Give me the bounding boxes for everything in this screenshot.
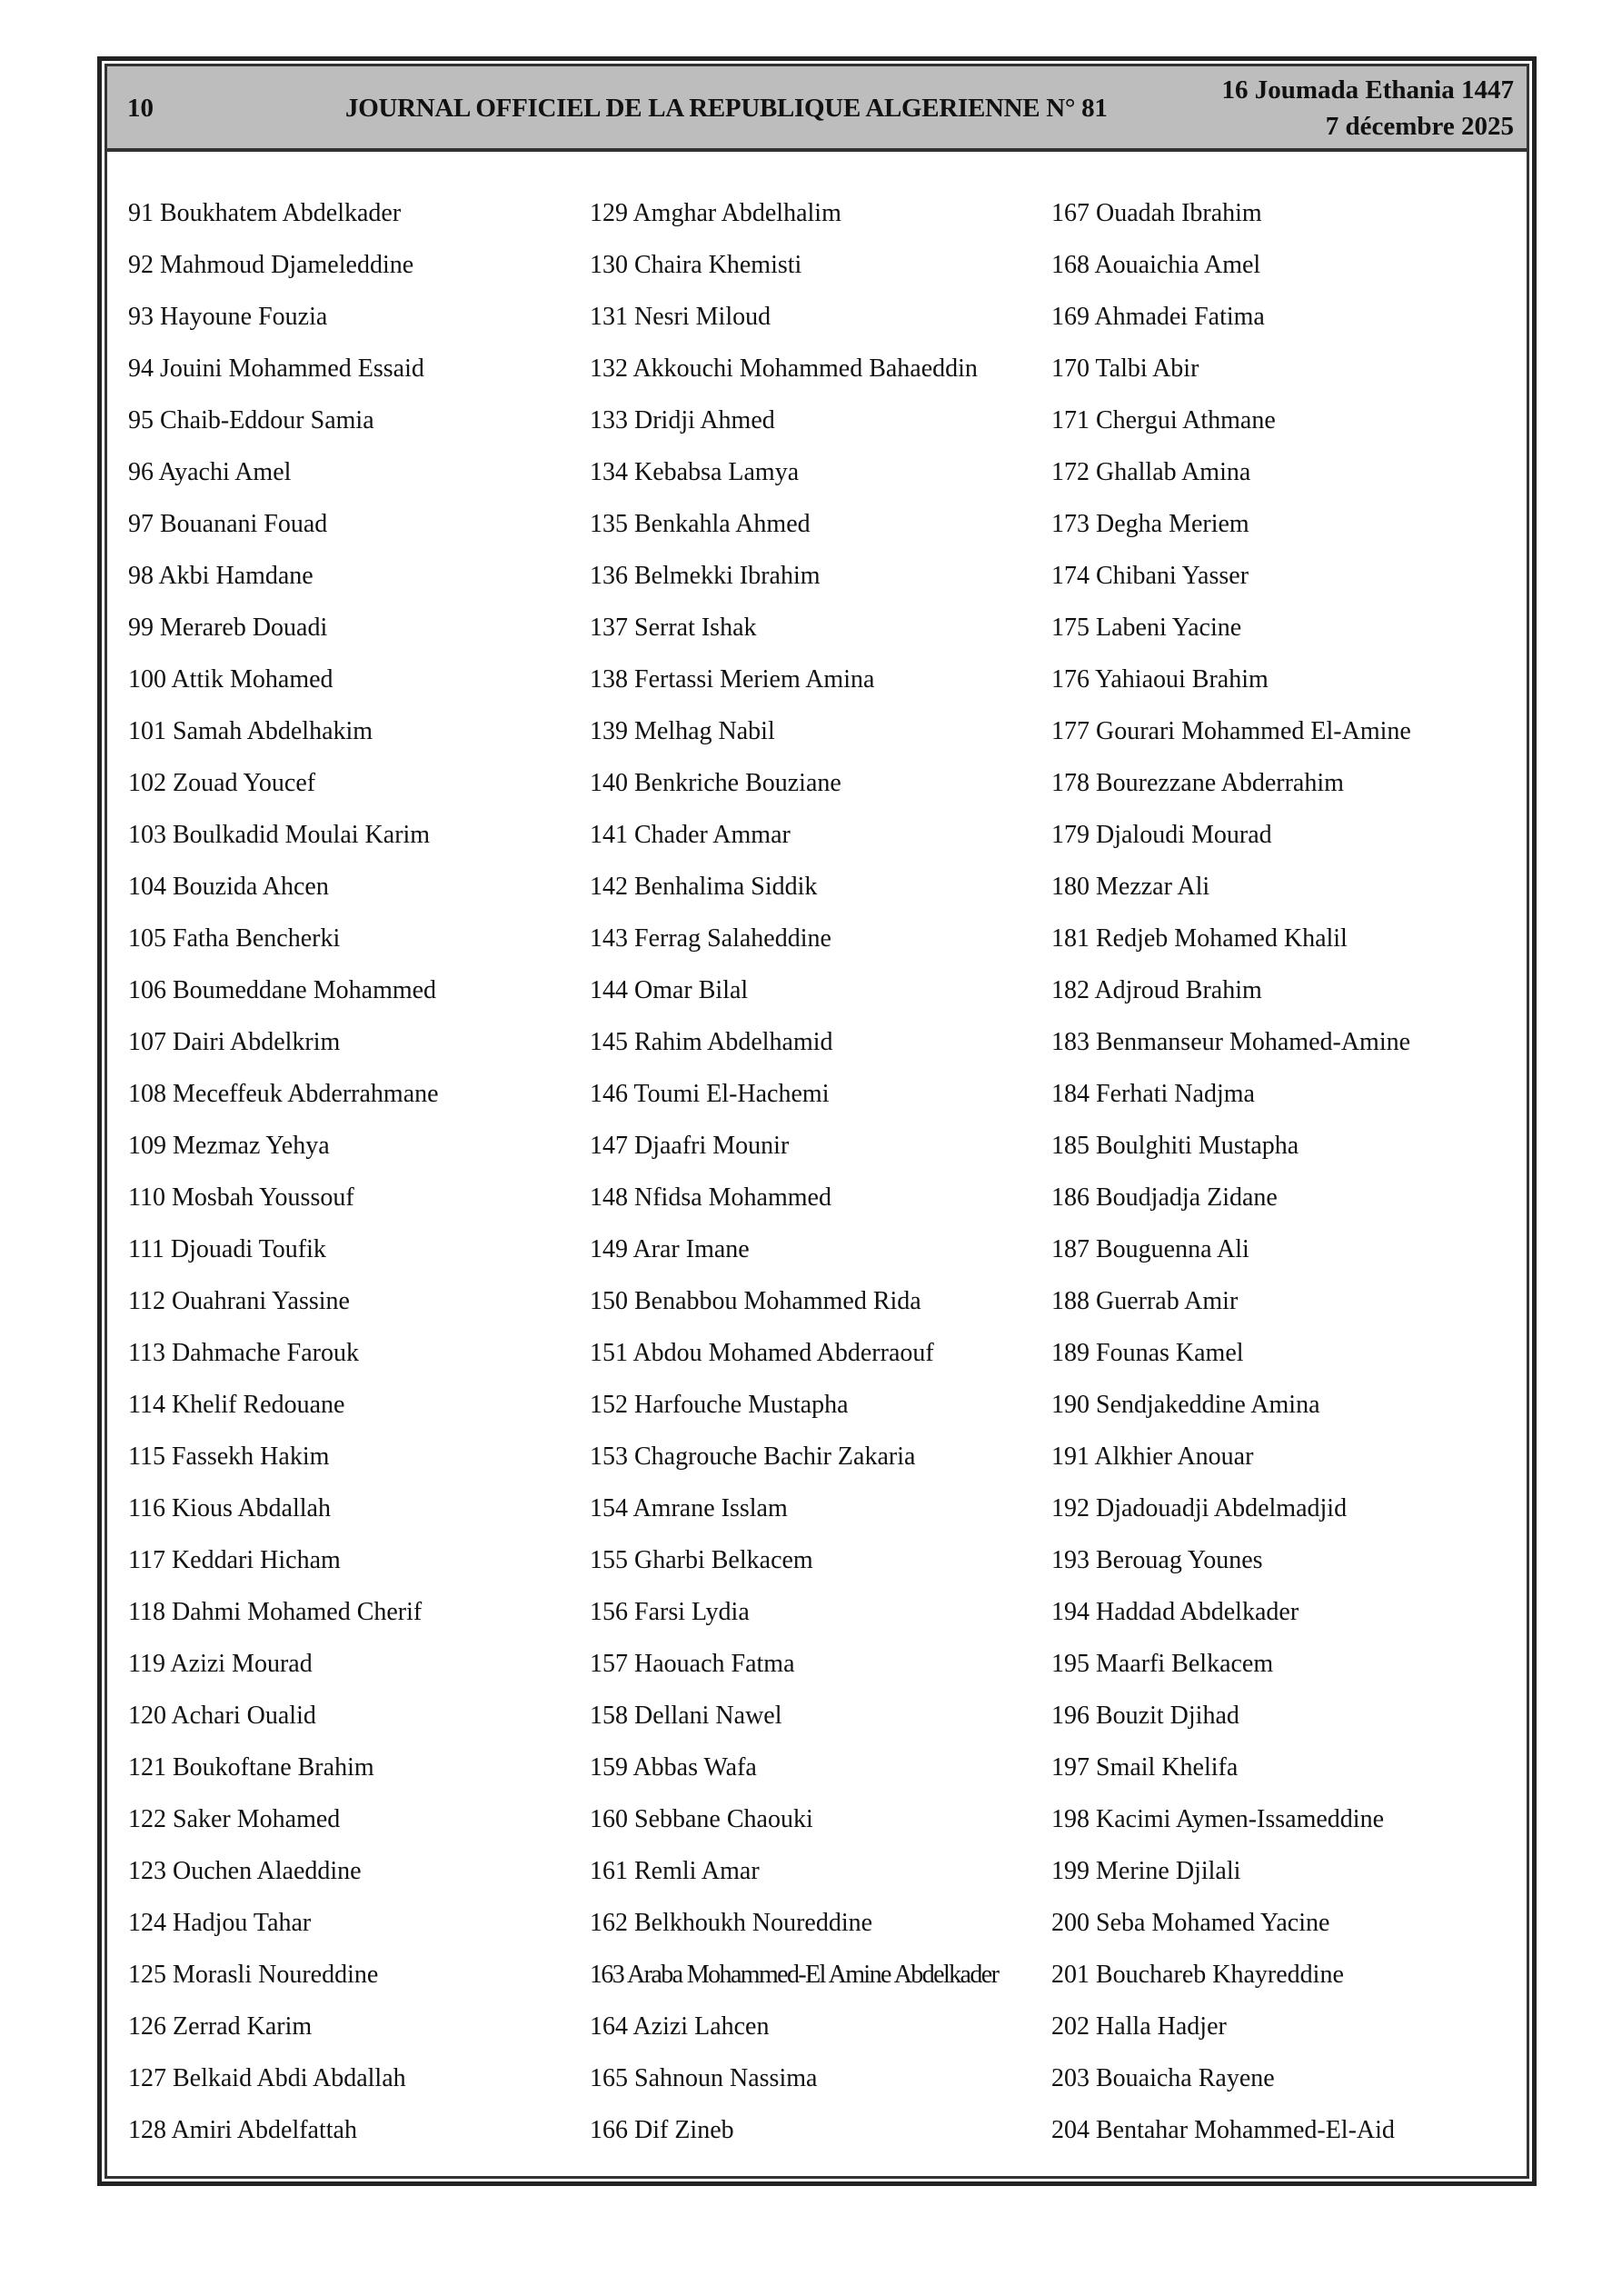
list-item: 190 Sendjakeddine Amina xyxy=(1051,1391,1320,1419)
list-item: 100 Attik Mohamed xyxy=(128,665,333,694)
list-item: 186 Boudjadja Zidane xyxy=(1051,1183,1278,1212)
list-item: 198 Kacimi Aymen-Issameddine xyxy=(1051,1805,1385,1833)
list-item: 156 Farsi Lydia xyxy=(590,1598,750,1626)
list-item: 195 Maarfi Belkacem xyxy=(1051,1650,1274,1678)
list-item: 96 Ayachi Amel xyxy=(128,458,292,486)
list-item: 104 Bouzida Ahcen xyxy=(128,873,329,901)
list-item: 182 Adjroud Brahim xyxy=(1051,976,1262,1004)
list-item: 116 Kious Abdallah xyxy=(128,1494,331,1522)
list-item: 177 Gourari Mohammed El-Amine xyxy=(1051,717,1411,745)
list-item: 200 Seba Mohamed Yacine xyxy=(1051,1909,1330,1937)
page-number: 10 xyxy=(127,94,154,123)
list-item: 185 Boulghiti Mustapha xyxy=(1051,1132,1299,1160)
list-item: 184 Ferhati Nadjma xyxy=(1051,1080,1255,1108)
list-item: 101 Samah Abdelhakim xyxy=(128,717,373,745)
list-item: 138 Fertassi Meriem Amina xyxy=(590,665,875,694)
list-item: 135 Benkahla Ahmed xyxy=(590,510,811,538)
hijri-date: 16 Joumada Ethania 1447 xyxy=(1221,75,1514,105)
list-item: 151 Abdou Mohamed Abderraouf xyxy=(590,1339,934,1367)
list-item: 183 Benmanseur Mohamed-Amine xyxy=(1051,1028,1411,1056)
list-item: 95 Chaib-Eddour Samia xyxy=(128,406,374,434)
list-item: 165 Sahnoun Nassima xyxy=(590,2064,818,2092)
list-item: 97 Bouanani Fouad xyxy=(128,510,328,538)
list-item: 144 Omar Bilal xyxy=(590,976,749,1004)
list-item: 150 Benabbou Mohammed Rida xyxy=(590,1287,921,1315)
list-item: 131 Nesri Miloud xyxy=(590,303,771,331)
list-item: 103 Boulkadid Moulai Karim xyxy=(128,821,431,849)
list-item: 123 Ouchen Alaeddine xyxy=(128,1857,362,1885)
list-item: 174 Chibani Yasser xyxy=(1051,562,1249,590)
list-item: 148 Nfidsa Mohammed xyxy=(590,1183,831,1212)
list-item: 143 Ferrag Salaheddine xyxy=(590,924,831,953)
list-item: 180 Mezzar Ali xyxy=(1051,873,1210,901)
list-item: 187 Bouguenna Ali xyxy=(1051,1235,1249,1263)
list-item: 133 Dridji Ahmed xyxy=(590,406,775,434)
list-item: 173 Degha Meriem xyxy=(1051,510,1249,538)
list-item: 119 Azizi Mourad xyxy=(128,1650,313,1678)
list-item: 153 Chagrouche Bachir Zakaria xyxy=(590,1442,916,1471)
list-item: 169 Ahmadei Fatima xyxy=(1051,303,1265,331)
name-list-column-1 xyxy=(128,195,439,2163)
list-item: 161 Remli Amar xyxy=(590,1857,760,1885)
list-item: 176 Yahiaoui Brahim xyxy=(1051,665,1269,694)
list-item: 181 Redjeb Mohamed Khalil xyxy=(1051,924,1348,953)
list-item: 164 Azizi Lahcen xyxy=(590,2012,770,2041)
list-item: 102 Zouad Youcef xyxy=(128,769,316,797)
list-item: 124 Hadjou Tahar xyxy=(128,1909,312,1937)
list-item: 175 Labeni Yacine xyxy=(1051,614,1242,642)
journal-title: JOURNAL OFFICIEL DE LA REPUBLIQUE ALGERIENNE N° 81 xyxy=(345,94,1108,123)
list-item: 125 Morasli Noureddine xyxy=(128,1961,379,1989)
list-item: 158 Dellani Nawel xyxy=(590,1702,782,1730)
list-item: 149 Arar Imane xyxy=(590,1235,750,1263)
list-item: 137 Serrat Ishak xyxy=(590,614,757,642)
list-item: 201 Bouchareb Khayreddine xyxy=(1051,1961,1344,1989)
list-item: 162 Belkhoukh Noureddine xyxy=(590,1909,873,1937)
list-item: 152 Harfouche Mustapha xyxy=(590,1391,849,1419)
list-item: 157 Haouach Fatma xyxy=(590,1650,795,1678)
list-item: 140 Benkriche Bouziane xyxy=(590,769,841,797)
list-item: 120 Achari Oualid xyxy=(128,1702,316,1730)
list-item: 108 Meceffeuk Abderrahmane xyxy=(128,1080,439,1108)
list-item: 92 Mahmoud Djameleddine xyxy=(128,251,414,279)
list-item: 110 Mosbah Youssouf xyxy=(128,1183,354,1212)
list-item: 178 Bourezzane Abderrahim xyxy=(1051,769,1344,797)
list-item: 199 Merine Djilali xyxy=(1051,1857,1241,1885)
list-item: 127 Belkaid Abdi Abdallah xyxy=(128,2064,406,2092)
list-item: 193 Berouag Younes xyxy=(1051,1546,1263,1574)
list-item: 196 Bouzit Djihad xyxy=(1051,1702,1239,1730)
list-item: 202 Halla Hadjer xyxy=(1051,2012,1227,2041)
list-item: 98 Akbi Hamdane xyxy=(128,562,313,590)
list-item: 134 Kebabsa Lamya xyxy=(590,458,800,486)
list-item: 188 Guerrab Amir xyxy=(1051,1287,1239,1315)
list-item: 139 Melhag Nabil xyxy=(590,717,775,745)
list-item: 126 Zerrad Karim xyxy=(128,2012,313,2041)
list-item: 111 Djouadi Toufik xyxy=(128,1235,326,1263)
list-item: 113 Dahmache Farouk xyxy=(128,1339,359,1367)
name-list-column-3 xyxy=(1051,195,1411,2163)
list-item: 146 Toumi El-Hachemi xyxy=(590,1080,830,1108)
list-item: 197 Smail Khelifa xyxy=(1051,1753,1239,1782)
list-item: 105 Fatha Bencherki xyxy=(128,924,341,953)
list-item: 145 Rahim Abdelhamid xyxy=(590,1028,833,1056)
list-item: 166 Dif Zineb xyxy=(590,2116,734,2144)
list-item: 109 Mezmaz Yehya xyxy=(128,1132,330,1160)
issue-dates xyxy=(1222,72,1514,145)
list-item: 160 Sebbane Chaouki xyxy=(590,1805,813,1833)
list-item: 112 Ouahrani Yassine xyxy=(128,1287,350,1315)
list-item: 163 Araba Mohammed-El Amine Abdelkader xyxy=(590,1961,999,1989)
list-item: 99 Merareb Douadi xyxy=(128,614,328,642)
list-item: 128 Amiri Abdelfattah xyxy=(128,2116,357,2144)
list-item: 129 Amghar Abdelhalim xyxy=(590,199,841,227)
list-item: 142 Benhalima Siddik xyxy=(590,873,818,901)
list-item: 91 Boukhatem Abdelkader xyxy=(128,199,402,227)
list-item: 154 Amrane Isslam xyxy=(590,1494,788,1522)
list-item: 170 Talbi Abir xyxy=(1051,354,1199,383)
list-item: 147 Djaafri Mounir xyxy=(590,1132,790,1160)
list-item: 191 Alkhier Anouar xyxy=(1051,1442,1254,1471)
list-item: 122 Saker Mohamed xyxy=(128,1805,341,1833)
list-item: 179 Djaloudi Mourad xyxy=(1051,821,1272,849)
list-item: 192 Djadouadji Abdelmadjid xyxy=(1051,1494,1348,1522)
list-item: 167 Ouadah Ibrahim xyxy=(1051,199,1262,227)
list-item: 194 Haddad Abdelkader xyxy=(1051,1598,1299,1626)
list-item: 118 Dahmi Mohamed Cherif xyxy=(128,1598,423,1626)
list-item: 136 Belmekki Ibrahim xyxy=(590,562,821,590)
list-item: 155 Gharbi Belkacem xyxy=(590,1546,813,1574)
list-item: 114 Khelif Redouane xyxy=(128,1391,345,1419)
name-list-column-2 xyxy=(590,195,998,2163)
list-item: 172 Ghallab Amina xyxy=(1051,458,1251,486)
list-item: 106 Boumeddane Mohammed xyxy=(128,976,437,1004)
list-item: 115 Fassekh Hakim xyxy=(128,1442,330,1471)
journal-header xyxy=(107,66,1527,152)
list-item: 130 Chaira Khemisti xyxy=(590,251,802,279)
list-item: 171 Chergui Athmane xyxy=(1051,406,1276,434)
list-item: 107 Dairi Abdelkrim xyxy=(128,1028,341,1056)
list-item: 121 Boukoftane Brahim xyxy=(128,1753,374,1782)
list-item: 117 Keddari Hicham xyxy=(128,1546,341,1574)
list-item: 168 Aouaichia Amel xyxy=(1051,251,1261,279)
list-item: 93 Hayoune Fouzia xyxy=(128,303,328,331)
list-item: 94 Jouini Mohammed Essaid xyxy=(128,354,424,383)
gregorian-date: 7 décembre 2025 xyxy=(1325,112,1514,141)
list-item: 203 Bouaicha Rayene xyxy=(1051,2064,1275,2092)
list-item: 159 Abbas Wafa xyxy=(590,1753,757,1782)
list-item: 204 Bentahar Mohammed-El-Aid xyxy=(1051,2116,1395,2144)
list-item: 141 Chader Ammar xyxy=(590,821,791,849)
list-item: 189 Founas Kamel xyxy=(1051,1339,1244,1367)
list-item: 132 Akkouchi Mohammed Bahaeddin xyxy=(590,354,978,383)
